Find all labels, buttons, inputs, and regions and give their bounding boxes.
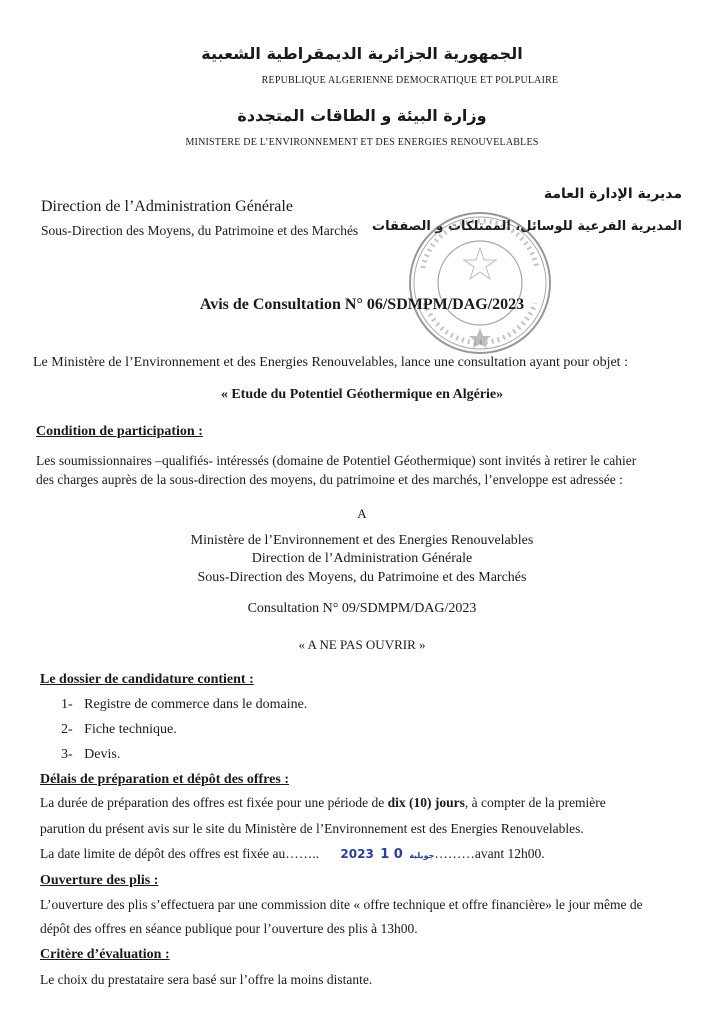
address-line-2: Direction de l’Administration Générale (251, 551, 473, 566)
dossier-item (61, 747, 120, 763)
dossier-item-number: 3- (61, 747, 73, 762)
dossier-item-number: 1- (61, 697, 73, 712)
dossier-item (61, 722, 177, 738)
critere-line-1: Le choix du prestataire sera basé sur l’offre la moins distante. (40, 972, 373, 987)
ouverture-heading: Ouverture des plis : (40, 873, 159, 888)
dossier-item-number: 2- (61, 722, 73, 737)
delais-line-1 (40, 795, 606, 811)
date-stamp-day: 0 1 (380, 847, 403, 862)
delais-line-3 (40, 846, 545, 862)
address-line-3: Sous-Direction des Moyens, du Patrimoine et des Marchés (197, 570, 527, 585)
sub-direction-label: Sous-Direction des Moyens, du Patrimoine et des Marchés (41, 223, 359, 238)
ministry-arabic: وزارة البيئة و الطاقات المتجددة (237, 106, 487, 125)
delais-heading: Délais de préparation et dépôt des offres : (40, 772, 289, 787)
delais-duration: dix (10) jours (387, 795, 465, 810)
republic-french: REPUBLIQUE ALGERIENNE DEMOCRATIQUE ET POLPULAIRE (261, 75, 559, 86)
address-a: A (357, 506, 367, 521)
address-consultation: Consultation N° 09/SDMPM/DAG/2023 (247, 601, 477, 616)
address-notice: « A NE PAS OUVRIR » (298, 637, 426, 652)
consultation-object: « Etude du Potentiel Géothermique en Algérie» (220, 387, 504, 402)
dossier-item-text: Registre de commerce dans le domaine. (84, 697, 308, 712)
participation-line-1: Les soumissionnaires –qualifiés- intéressés (domaine de Potentiel Géothermique) sont invités à retirer le cahier (36, 453, 637, 468)
sub-direction-arabic: المديرية الفرعية للوسائل، الممتلكات و الصفقات (372, 219, 682, 234)
critere-heading: Critère d’évaluation : (40, 947, 170, 962)
dossier-item (61, 697, 307, 713)
direction-arabic: مديرية الإدارة العامة (543, 186, 682, 202)
intro-text: Le Ministère de l’Environnement et des Energies Renouvelables, lance une consultation ayant pour objet : (33, 355, 628, 370)
ministry-french: MINISTERE DE L’ENVIRONNEMENT ET DES ENERGIES RENOUVELABLES (185, 137, 539, 148)
delais-line-2: parution du présent avis sur le site du Ministère de l’Environnement est des Energies Renouvelables. (40, 821, 584, 836)
dossier-heading: Le dossier de candidature contient : (40, 672, 254, 687)
ouverture-line-2: dépôt des offres en séance publique pour l’ouverture des plis à 13h00. (40, 921, 418, 936)
delais-deadline-prefix: La date limite de dépôt des offres est fixée au…….. (40, 846, 320, 861)
delais-deadline-suffix: ………avant 12h00. (434, 846, 545, 861)
address-line-1: Ministère de l’Environnement et des Energies Renouvelables (190, 533, 534, 548)
participation-heading: Condition de participation : (36, 424, 203, 439)
official-seal-stamp (405, 208, 555, 358)
ouverture-line-1: L’ouverture des plis s’effectuera par une commission dite « offre technique et offre financière» le jour même de (40, 897, 643, 912)
participation-line-2: des charges auprès de la sous-direction des moyens, du patrimoine et des marchés, l’enveloppe est adressée : (36, 472, 623, 487)
dossier-item-text: Fiche technique. (84, 722, 177, 737)
delais-line-1-end: , à compter de la première (464, 795, 606, 810)
republic-arabic: الجمهورية الجزائرية الديمقراطية الشعبية (201, 44, 523, 63)
date-stamp-year: 2023 (340, 847, 374, 861)
delais-line-1-start: La durée de préparation des offres est fixée pour une période de (40, 795, 388, 810)
date-stamp-month: جويلية (409, 851, 435, 860)
dossier-item-text: Devis. (84, 747, 121, 762)
document-title: Avis de Consultation N° 06/SDMPM/DAG/2023 (199, 296, 525, 313)
direction-label: Direction de l’Administration Générale (41, 198, 293, 215)
